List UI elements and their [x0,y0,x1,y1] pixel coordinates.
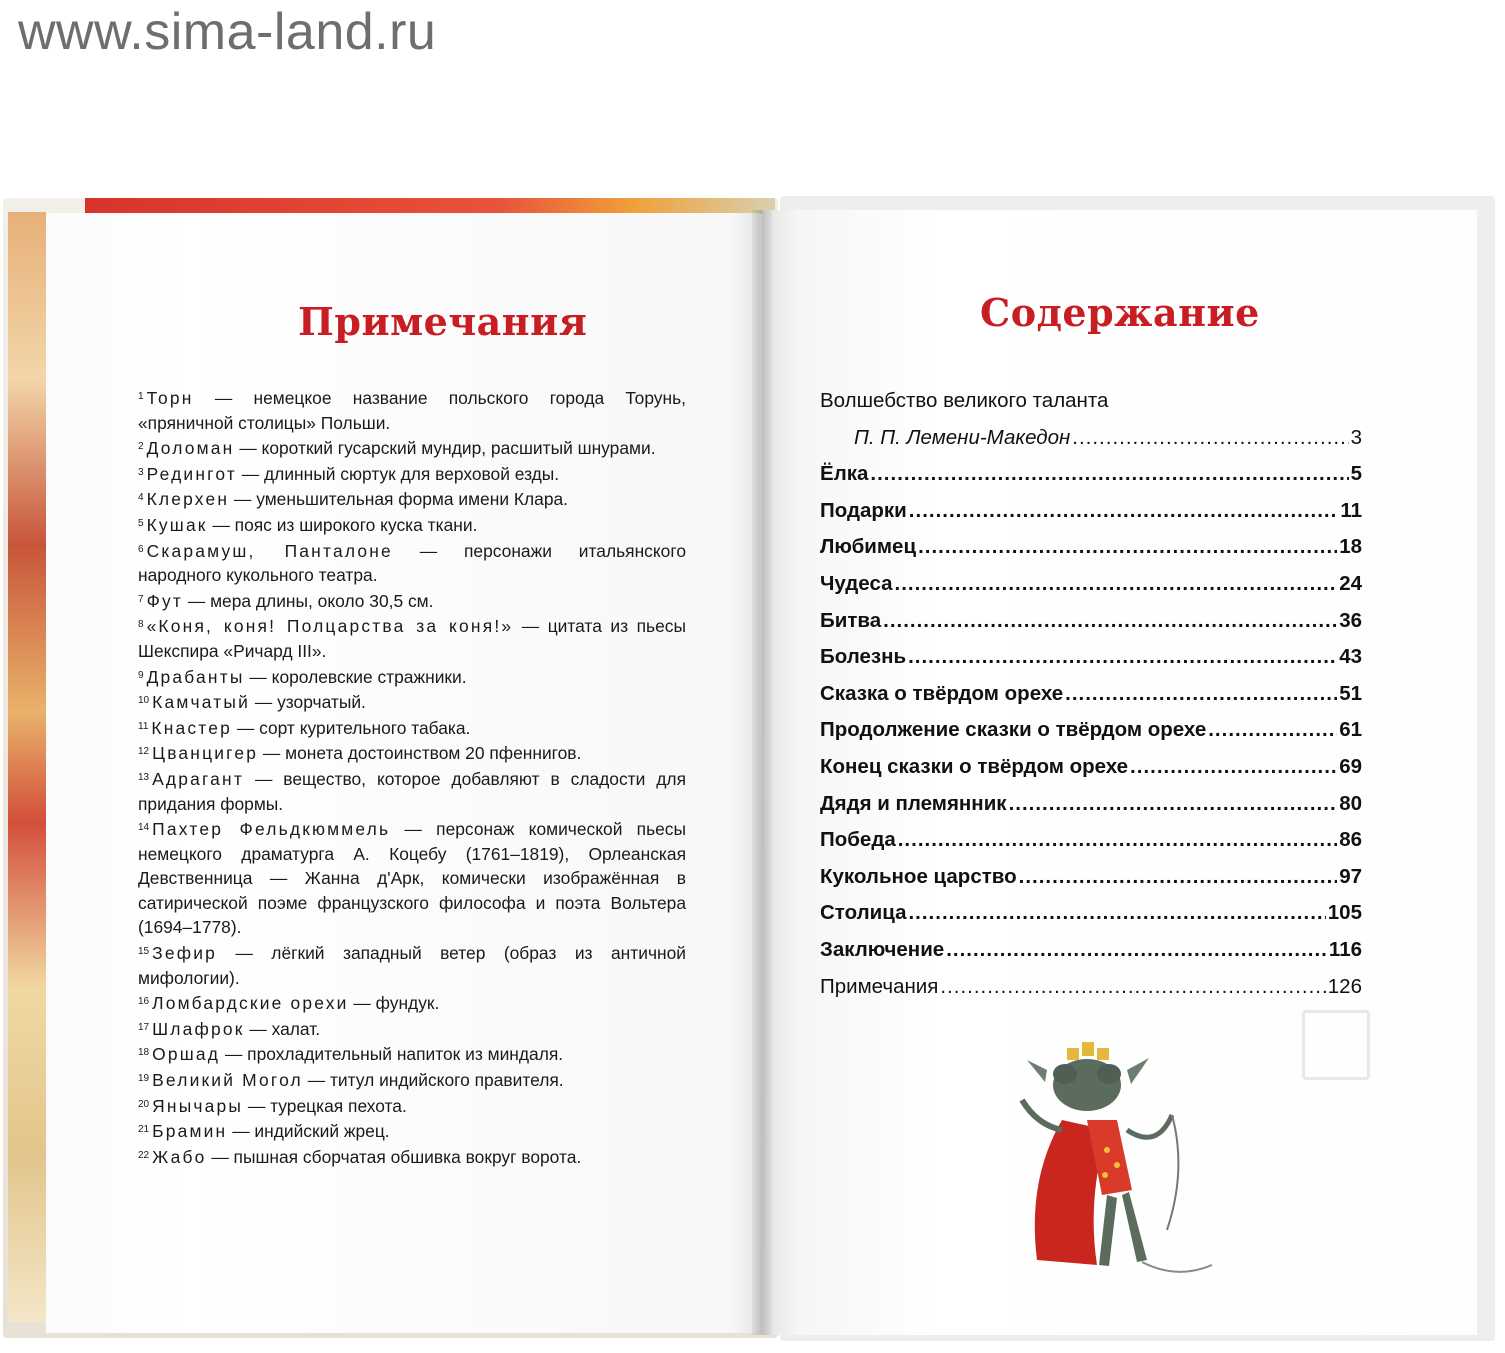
note-item [138,1041,686,1067]
note-item [138,538,686,588]
toc-page-number: 11 [1340,498,1362,522]
note-item [138,588,686,614]
note-item [138,1016,686,1042]
note-item [138,1093,686,1119]
note-text: — фундук. [348,993,440,1014]
toc-title: Битва [820,608,882,632]
note-term: Жабо [152,1146,207,1167]
note-number: 21 [138,1124,150,1136]
note-text: — уменьшительная форма имени Клара. [229,489,569,510]
note-term: «Коня, коня! Полцарства за коня!» [146,616,514,637]
toc-title: Заключение [820,937,945,961]
note-number: 22 [138,1149,150,1161]
toc-page-number: 18 [1339,535,1362,559]
note-text: — сорт курительного табака. [232,717,471,738]
note-text: — вещество, которое добавляют в сладости для придания формы. [138,768,686,814]
note-text: — цитата из пьесы Шекспира «Ричард III». [138,616,686,661]
toc-title: Дядя и племянник [820,791,1007,815]
note-term: Кнастер [151,717,233,738]
note-item [138,512,686,538]
note-item [138,766,686,816]
toc-row [820,566,1362,603]
note-term: Ломбардские орехи [152,993,349,1014]
note-number: 6 [138,543,144,555]
toc-page-number: 80 [1339,791,1362,815]
toc-page-number: 24 [1339,571,1362,595]
note-item [138,1118,686,1144]
contents-title: Содержание [980,290,1260,335]
note-number: 8 [138,619,144,631]
toc-row [820,676,1362,713]
note-term: Великий Могол [152,1070,303,1091]
note-term: Торн [146,388,194,408]
toc-page-number: 116 [1328,937,1362,961]
toc-page-number: 61 [1339,718,1362,742]
note-number: 2 [138,441,144,453]
note-item [138,613,686,663]
toc-row [820,895,1362,932]
note-item [138,1144,686,1170]
toc-row [820,859,1362,896]
note-term: Кушак [146,514,208,535]
toc-leader-dots [946,932,1327,969]
toc-title: Конец сказки о твёрдом орехе [820,754,1129,778]
note-number: 20 [138,1098,150,1110]
note-number: 9 [138,669,144,681]
toc-title: Сказка о твёрдом орехе [820,681,1064,705]
note-text: — турецкая пехота. [243,1095,407,1116]
toc-intro-line: Волшебство великого таланта [820,389,1109,412]
crown-heads [1027,1042,1149,1111]
right-page [762,210,1477,1335]
note-item [138,486,686,512]
note-term: Брамин [152,1121,228,1142]
sword [1167,1115,1178,1230]
note-item [138,990,686,1016]
toc-page-number: 97 [1339,864,1362,888]
note-text: — индийский жрец. [227,1121,390,1142]
toc-page-number: 36 [1339,608,1362,632]
note-number: 4 [138,492,144,504]
toc-page-number: 126 [1327,974,1362,998]
toc-row [820,639,1362,676]
note-item [138,664,686,690]
cover-top-strip [85,198,775,214]
note-number: 14 [138,822,150,834]
note-number: 17 [138,1021,150,1033]
note-number: 5 [138,517,144,529]
note-term: Скарамуш, Панталоне [146,540,393,561]
toc-row [820,969,1362,1006]
note-text: — длинный сюртук для верховой езды. [236,463,560,484]
note-number: 13 [138,771,150,783]
note-term: Адрагант [152,768,245,789]
note-item [138,715,686,741]
toc-row [820,749,1362,786]
note-item [138,816,686,940]
note-term: Драбанты [146,666,245,687]
toc-row [820,603,1362,640]
note-term: Клерхен [146,489,230,510]
toc-leader-dots [1130,749,1337,786]
note-number: 7 [138,593,144,605]
toc-leader-dots [1065,676,1337,713]
note-number: 16 [138,996,150,1008]
toc-row [820,493,1362,530]
toc-page-number: 86 [1339,828,1362,852]
note-item [138,740,686,766]
note-text: — монета достоинством 20 пфеннигов. [258,743,582,764]
note-term: Оршад [152,1044,221,1065]
left-page [46,213,760,1333]
note-term: Камчатый [152,692,251,713]
note-number: 3 [138,466,144,478]
note-number: 18 [138,1047,150,1059]
toc-leader-dots [1009,786,1338,823]
toc-leader-dots [883,603,1337,640]
toc-title: Столица [820,901,907,925]
toc-title: Примечания [820,974,939,998]
toc-leader-dots [918,529,1337,566]
toc-leader-dots [908,639,1337,676]
note-text: — узорчатый. [250,692,366,713]
note-item [138,689,686,715]
note-term: Фут [146,590,184,611]
toc-page-number: 105 [1327,901,1362,925]
note-number: 15 [138,946,150,958]
note-term: Янычары [152,1095,244,1116]
toc-row [820,712,1362,749]
ghost-logo-bleedthrough [1302,1010,1370,1080]
toc-row [820,786,1362,823]
note-number: 10 [138,695,150,707]
toc-title: Любимец [820,535,917,559]
note-item [138,461,686,487]
note-text: — персонажи итальянского народного кукольного театра. [138,540,686,586]
toc-leader-dots [1019,859,1338,896]
toc-title: Болезнь [820,645,907,669]
toc-title: Продолжение сказки о твёрдом орехе [820,718,1207,742]
note-text: — немецкое название польского города Торунь, «пряничной столицы» Польши. [138,388,686,433]
note-item [138,435,686,461]
note-text: — мера длины, около 30,5 см. [183,590,434,611]
note-text: — короткий гусарский мундир, расшитый шнурами. [234,438,656,459]
toc-leader-dots [1208,712,1337,749]
note-number: 11 [138,720,149,732]
toc-leader-dots [870,456,1348,493]
toc-row [820,456,1362,493]
note-item [138,940,686,990]
toc-page-number: 69 [1339,754,1362,778]
toc-page-number: 3 [1350,425,1362,449]
toc-title: Ёлка [820,462,869,486]
toc-page-number: 43 [1339,645,1362,669]
toc-row [820,420,1362,457]
note-term: Шлафрок [152,1018,245,1039]
note-text: — королевские стражники. [244,666,467,687]
toc-row [820,932,1362,969]
mouse-king-illustration [967,1030,1227,1290]
toc-title: П. П. Лемени-Македон [854,425,1071,449]
note-text: — лёгкий западный ветер (образ из античной мифологии). [138,943,686,988]
toc-leader-dots [898,822,1337,859]
note-term: Зефир [152,943,217,964]
notes-title: Примечания [298,299,588,344]
note-text: — прохладительный напиток из миндаля. [220,1044,564,1065]
table-of-contents [820,383,1362,1005]
toc-row [820,529,1362,566]
note-number: 12 [138,746,150,758]
note-number: 19 [138,1073,150,1085]
notes-list [138,385,686,1169]
note-term: Пахтер Фельдкюммель [152,819,391,840]
cover-illustration-edge [8,212,46,1322]
book-spine [752,210,772,1335]
note-term: Доломан [146,438,235,459]
watermark: www.sima-land.ru [18,3,437,61]
toc-page-number: 5 [1350,462,1362,486]
note-term: Цванцигер [152,743,259,764]
note-text: — персонаж комической пьесы немецкого драматурга А. Коцебу (1761–1819), Орлеанская Девственница — Жанна д'Арк, комически изображённая в сатирической поэме французского философа и поэта Вольтера (1694–1778). [138,819,686,938]
note-text: — пояс из широкого куска ткани. [207,514,478,535]
toc-title: Чудеса [820,571,893,595]
toc-leader-dots [940,969,1325,1006]
toc-title: Подарки [820,498,907,522]
note-text: — титул индийского правителя. [302,1070,564,1091]
toc-leader-dots [1072,420,1348,457]
toc-leader-dots [895,566,1338,603]
note-term: Редингот [146,463,237,484]
toc-leader-dots [909,493,1339,530]
toc-title: Кукольное царство [820,864,1017,888]
toc-leader-dots [908,895,1325,932]
toc-page-number: 51 [1339,681,1362,705]
note-item [138,1067,686,1093]
note-text: — халат. [244,1018,321,1039]
note-item [138,385,686,435]
note-text: — пышная сборчатая обшивка вокруг ворота. [206,1146,582,1167]
note-number: 1 [138,391,144,402]
toc-row [820,822,1362,859]
toc-title: Победа [820,828,896,852]
